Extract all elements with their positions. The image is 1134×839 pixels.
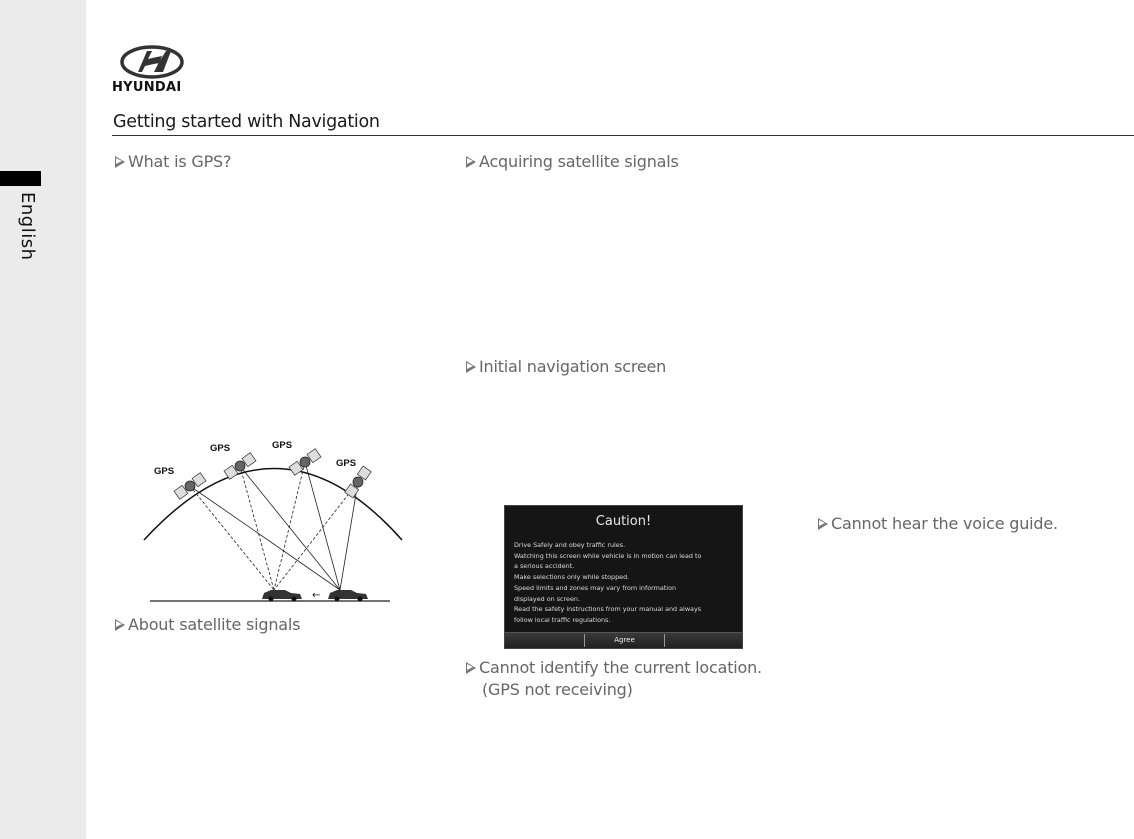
satellite-icon — [289, 449, 321, 476]
triangle-right-icon — [466, 156, 476, 168]
triangle-right-icon — [115, 156, 125, 168]
agree-button[interactable]: Agree — [584, 634, 665, 647]
car-icon — [262, 590, 302, 602]
section-about-satellite — [115, 615, 300, 634]
side-index-bar — [0, 0, 86, 839]
car-icon — [328, 590, 368, 602]
section-acquiring — [466, 152, 679, 171]
gps-satellite-diagram — [140, 432, 410, 607]
section-heading: Acquiring satellite signals — [479, 152, 679, 171]
triangle-right-icon — [115, 619, 125, 631]
hyundai-logo-icon — [112, 45, 192, 79]
satellite-icon — [345, 466, 372, 498]
caution-line: Read the safety instructions from your manual and always — [514, 605, 702, 614]
caution-line: Make selections only while stopped. — [514, 573, 630, 582]
caution-screen — [504, 505, 743, 649]
caution-line: Speed limits and zones may vary from information — [514, 583, 677, 592]
caution-line: Watching this screen while vehicle is in motion can lead to — [514, 551, 702, 560]
gps-label: GPS — [272, 440, 293, 451]
caution-line: follow local traffic regulations. — [514, 615, 611, 624]
triangle-right-icon — [818, 518, 828, 530]
satellite-icon — [174, 473, 206, 500]
section-heading: What is GPS? — [128, 152, 232, 171]
brand-wordmark: HYUNDAI — [112, 80, 182, 95]
language-label: English — [17, 192, 38, 261]
satellite-icon — [224, 453, 256, 480]
gps-label: GPS — [154, 466, 175, 477]
section-what-is-gps — [115, 152, 231, 171]
section-cannot-identify — [466, 657, 762, 701]
triangle-right-icon — [466, 662, 476, 674]
gps-label: GPS — [210, 443, 231, 454]
caution-button-bar — [505, 632, 742, 648]
section-heading: Initial navigation screen — [479, 357, 667, 376]
section-heading: About satellite signals — [128, 615, 301, 634]
section-cannot-hear — [818, 514, 1058, 533]
hyundai-logo — [112, 45, 192, 93]
title-divider — [112, 135, 1134, 136]
caution-title: Caution! — [595, 514, 652, 529]
section-heading: Cannot hear the voice guide. — [831, 514, 1058, 533]
caution-line: a serious accident. — [514, 562, 575, 571]
section-subheading: (GPS not receiving) — [482, 680, 633, 699]
caution-message — [514, 540, 739, 626]
caution-line: displayed on screen. — [514, 594, 580, 603]
section-heading: Cannot identify the current location. — [479, 658, 762, 677]
direction-arrow-icon: ← — [312, 590, 321, 601]
gps-label: GPS — [336, 458, 357, 469]
section-initial-screen — [466, 357, 666, 376]
page-title: Getting started with Navigation — [113, 112, 380, 132]
triangle-right-icon — [466, 361, 476, 373]
language-tab-marker — [0, 171, 41, 186]
caution-line: Drive Safely and obey traffic rules. — [514, 541, 626, 549]
